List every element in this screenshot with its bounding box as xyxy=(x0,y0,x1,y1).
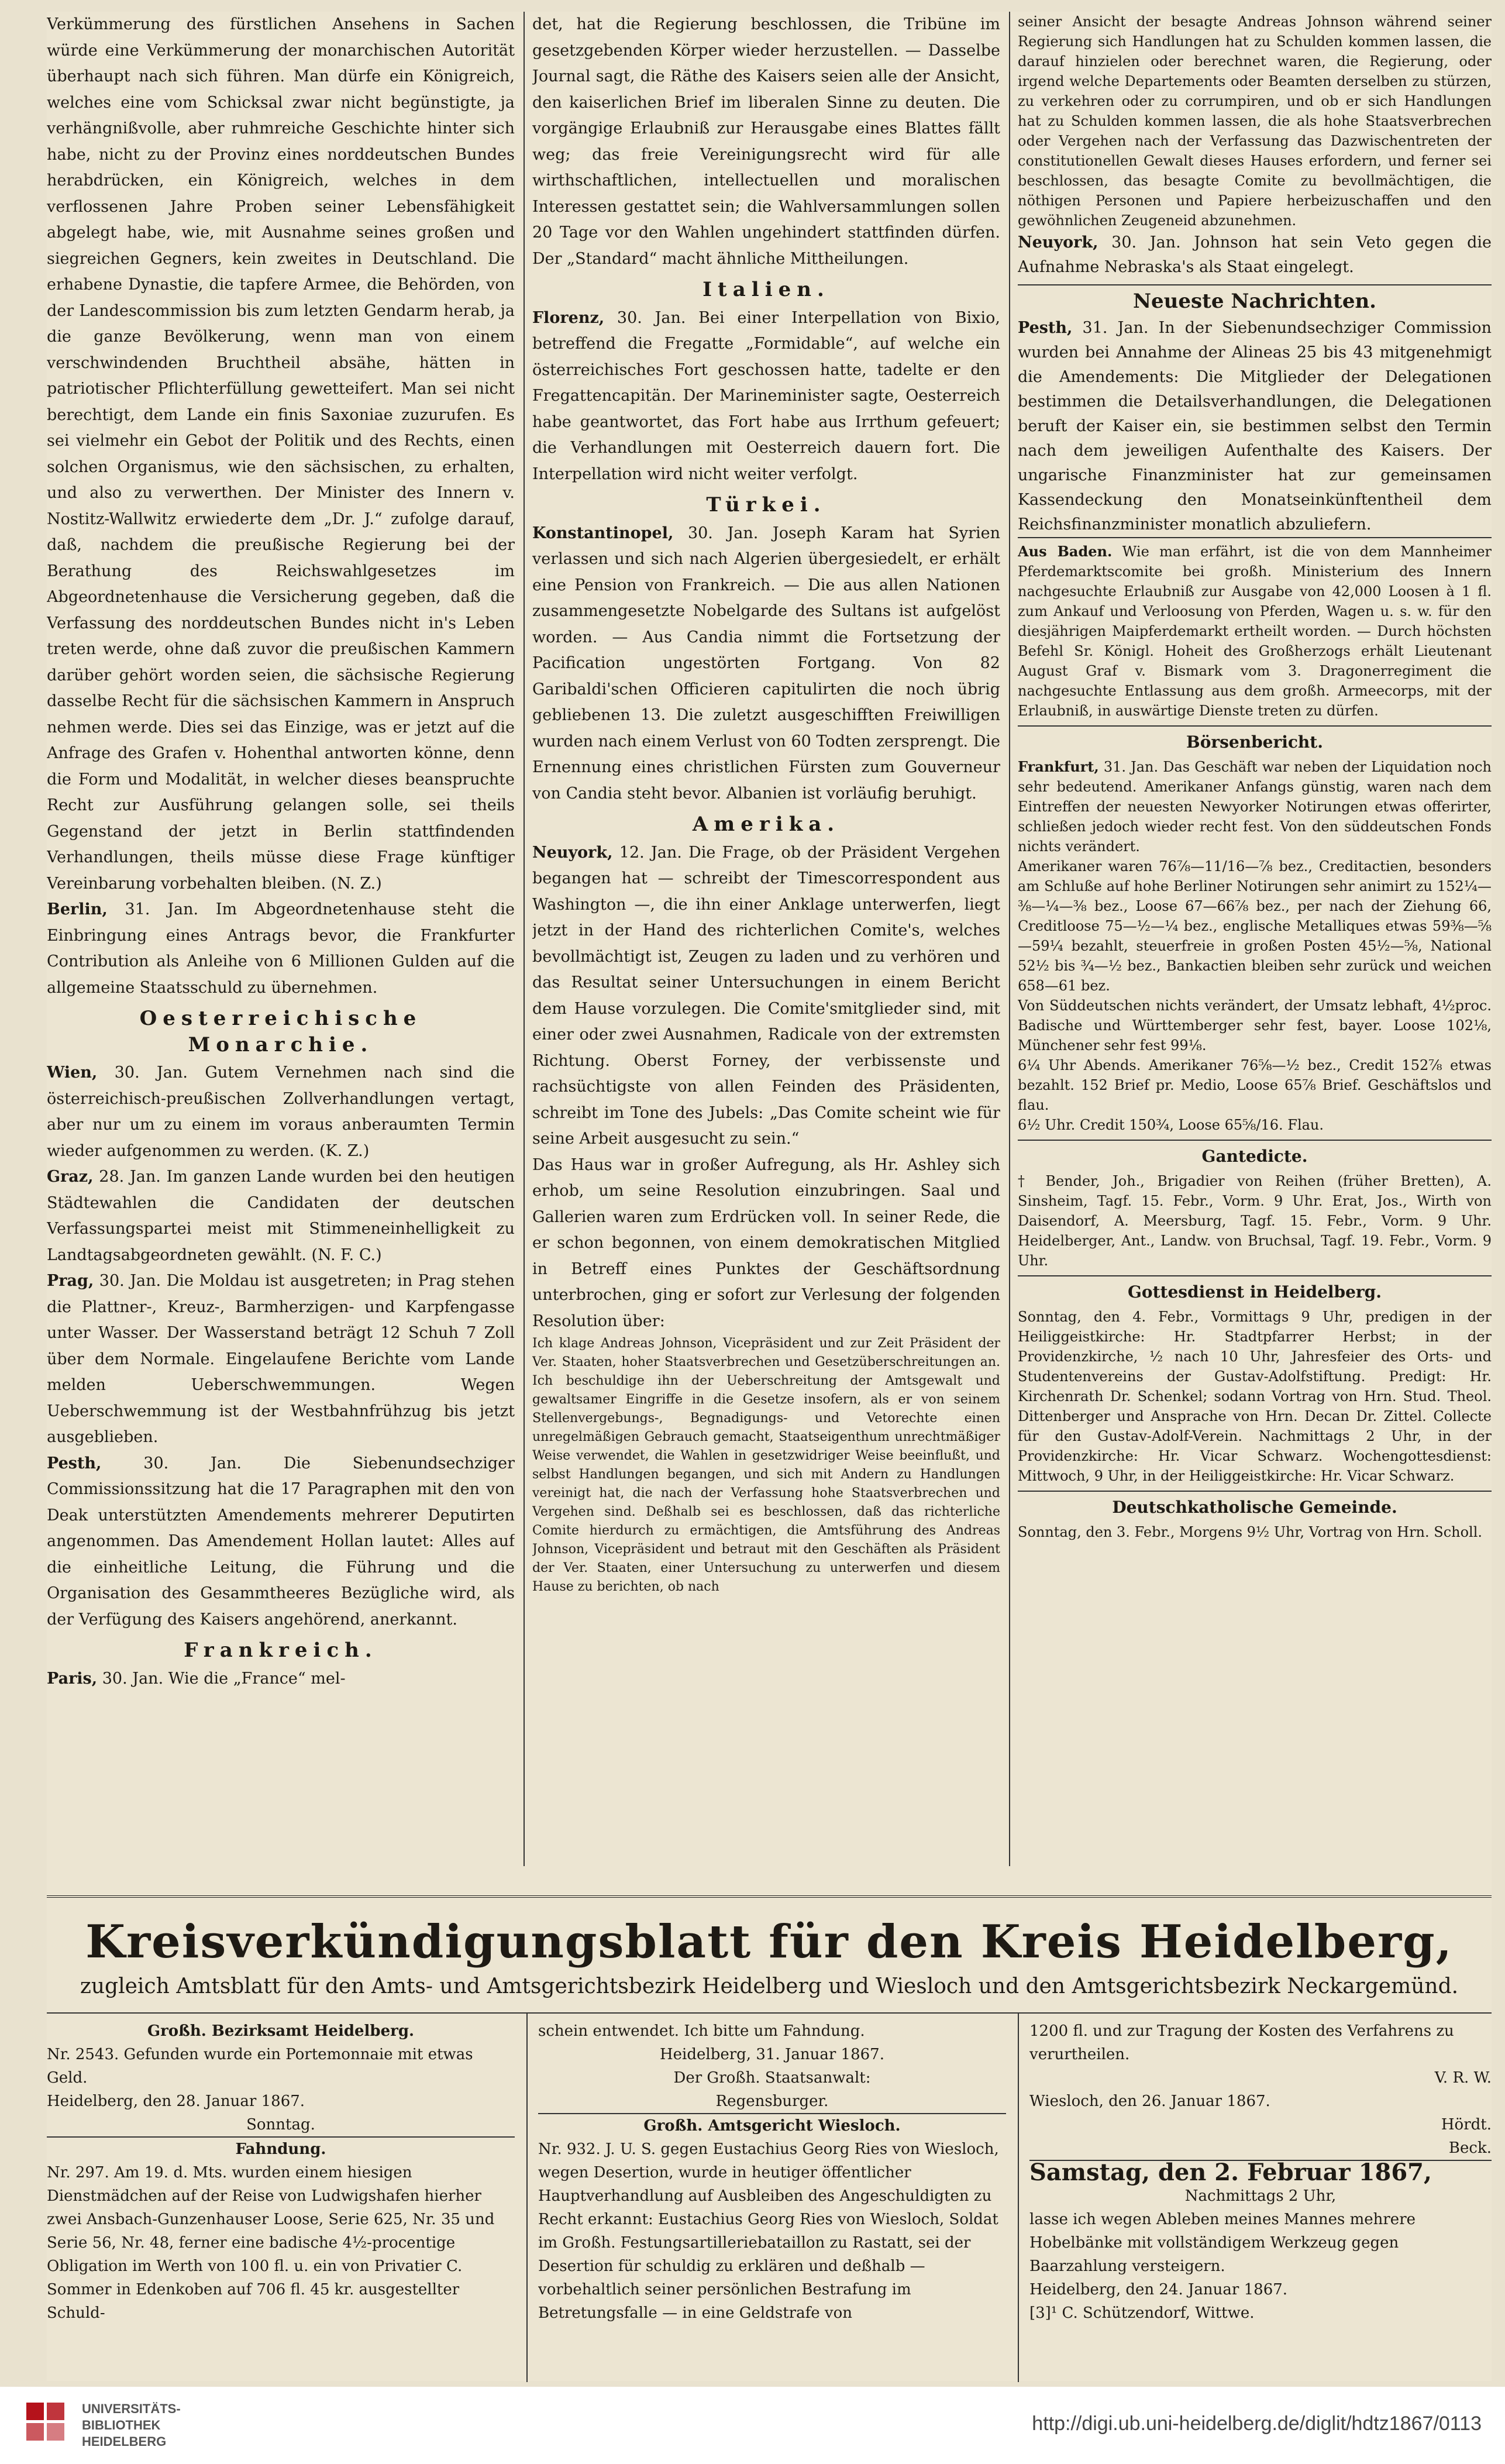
notice-signature-beck: Beck. xyxy=(1448,2139,1492,2157)
article-pesth-text: 30. Jan. Die Siebenundsechziger Commissionssitzung hat die 17 Paragraphen mit den von Deak unterstützten Amendements mehrerer Deputirten angenommen. Das Amendement Hollan lautet: Alles auf die einheitliche Leitung, die Führung und die Organisation des Gesammtheeres Bezügliche wird, als der Verfügung des Kaisers angehörend, anerkannt. xyxy=(47,1454,515,1629)
auction-date-heading: Samstag, den 2. Februar 1867, xyxy=(1029,2160,1492,2184)
notice-fine: 1200 fl. und zur Tragung der Kosten des Verfahrens zu verurtheilen. xyxy=(1029,2022,1454,2063)
article-wien-text: 30. Jan. Gutem Vernehmen nach sind die österreichisch-preußischen Zollverhandlungen vertagt, aber nur um zu einem im voraus anberaumten Termin wieder aufgenommen zu werden. (K. Z.) xyxy=(47,1064,515,1160)
article-frankfurt-text: 31. Jan. Das Geschäft war neben der Liquidation noch sehr bedeutend. Amerikaner Anfangs günstig, waren nach dem Eintreffen der neuesten Newyorker Notirungen etwas offerirter, schließen jedoch wieder recht fest. Von den süddeutschen Fonds nichts verändert. xyxy=(1018,759,1492,855)
newspaper-page xyxy=(47,12,1492,2381)
section-heading-gantedicte: Gantedicte. xyxy=(1018,1140,1492,1166)
auction-date: Heidelberg, den 24. Januar 1867. xyxy=(1029,2281,1288,2298)
section-heading-america: Amerika. xyxy=(692,813,841,836)
gazette-banner xyxy=(47,1895,1492,1998)
article-wien xyxy=(47,1060,515,1164)
article-gantedicte: † Bender, Joh., Brigadier von Reihen (früher Bretten), A. Sinsheim, Tagf. 15. Febr., Vorm. 9 Uhr. Erat, Jos., Wirth von Daisendorf, A. Meersburg, Tagf. 15. Febr., Vorm. 9 Uhr. Heidelberger, Ant., Landw. von Bruchsal, Tagf. 19. Febr., Vorm. 9 Uhr. xyxy=(1018,1173,1492,1269)
article-paris-text: 30. Jan. Wie die „France“ mel- xyxy=(97,1669,346,1688)
auction-text: lasse ich wegen Ableben meines Mannes mehrere Hobelbänke mit vollständigem Werkzeug gegen Baarzahlung versteigern. xyxy=(1029,2211,1416,2275)
article-neuyork xyxy=(532,840,1000,1152)
article-pesth xyxy=(47,1451,515,1633)
article-german-catholic: Sonntag, den 3. Febr., Morgens 9½ Uhr, Vortrag von Hrn. Scholl. xyxy=(1018,1524,1483,1540)
section-heading-church-services: Gottesdienst in Heidelberg. xyxy=(1018,1275,1492,1302)
notice-date: Heidelberg, den 28. Januar 1867. xyxy=(47,2093,305,2110)
library-name-line2: BIBLIOTHEK xyxy=(82,2418,161,2432)
article-konstantinopel-text: 30. Jan. Joseph Karam hat Syrien verlassen und sich nach Algerien übergesiedelt, er erhält eine Pension von Frankreich. — Die aus allen Nationen zusammengesetzte Nobelgarde des Sultans ist aufgelöst worden. — Aus Candia nimmt die Fortsetzung der Pacification ungestörten Fortgang. Von 82 Garibaldi'schen Officieren capitulirten die noch übrig gebliebenen 13. Die zuletzt ausgeschifften Freiwilligen wurden nach einem Verlust von 60 Todten zersprengt. Die Ernennung eines christlichen Fürsten zum Gouverneur von Candia steht bevor. Albanien ist vorläufig beruhigt. xyxy=(532,524,1000,803)
column-1 xyxy=(47,12,515,1866)
notice-heading-fahndung: Fahndung. xyxy=(47,2136,515,2161)
article-baden xyxy=(1018,537,1492,721)
column-3 xyxy=(1018,12,1492,1866)
library-name-line3: HEIDELBERG xyxy=(82,2434,167,2449)
dateline-paris: Paris, xyxy=(47,1669,98,1688)
section-heading-austria: Oesterreichische Monarchie. xyxy=(139,1007,422,1057)
article-frankfurt-2: Amerikaner waren 76⅞—11/16—⅞ bez., Creditactien, besonders am Schluße auf hohe Berliner Notirungen sehr animirt zu 152¼—⅜—¼—⅜ bez., Loose 67—66⅞ bez., per nach der Ziehung 66, Creditloose 75—½—¼ bez., englische Metalliques etwas 59⅜—⅝—59¼ bezahlt, steuerfreie in großen Posten 45½—⅝, National 52½ bis ¾—½ bez., Bankactien bleiben sehr zurück und weichen 658—61 bez. xyxy=(1018,858,1492,994)
dateline-berlin: Berlin, xyxy=(47,900,108,918)
section-heading-stock-report: Börsenbericht. xyxy=(1018,725,1492,752)
article-neuyork-veto xyxy=(1018,230,1492,280)
notices-column-1 xyxy=(47,2019,515,2376)
notice-lost-purse: Nr. 2543. Gefunden wurde ein Portemonnaie mit etwas Geld. xyxy=(47,2046,473,2087)
article-frankfurt-5: 6½ Uhr. Credit 150¾, Loose 65⅝/16. Flau. xyxy=(1018,1117,1324,1133)
notice-heading-bezirksamt: Großh. Bezirksamt Heidelberg. xyxy=(147,2022,415,2040)
article-paris-cont: det, hat die Regierung beschlossen, die Tribüne im gesetzgebenden Körper wieder herzustellen. — Dasselbe Journal sagt, die Räthe des Kaisers seien alle der Ansicht, den kaiserlichen Brief im liberalen Sinne zu deuten. Die vorgängige Erlaubniß zur Herausgabe eines Blattes fällt weg; das freie Vereinigungsrecht wird für alle wirthschaftlichen, intellectuellen und moralischen Interessen gestattet sein; die Wahlversammlungen sollen 20 Tage vor den Wahlen ungehindert stattfinden dürfen. Der „Standard“ macht ähnliche Mittheilungen. xyxy=(532,15,1000,268)
column-2 xyxy=(532,12,1000,1866)
notice-fahndung-text: Nr. 297. Am 19. d. Mts. wurden einem hiesigen Dienstmädchen auf der Reise von Ludwigshafen hierher zwei Ansbach-Gunzenhauser Loose, Serie 625, Nr. 35 und Serie 56, Nr. 48, ferner eine badische 4½-procentige Obligation im Werth von 100 fl. u. ein von Privatier C. Sommer in Edenkoben auf 706 fl. 45 kr. ausgestellter Schuld- xyxy=(47,2164,495,2322)
section-heading-italy: Italien. xyxy=(702,278,830,301)
section-heading-latest-news: Neueste Nachrichten. xyxy=(1018,284,1492,311)
notice-prosecutor-name: Regensburger. xyxy=(715,2093,829,2110)
notice-date-3: Wiesloch, den 26. Januar 1867. xyxy=(1029,2093,1270,2110)
dateline-prag: Prag, xyxy=(47,1272,94,1290)
dateline-neuyork-2: Neuyork, xyxy=(1018,233,1098,252)
column-divider xyxy=(526,2014,528,2382)
gazette-title: Kreisverkündigungsblatt für den Kreis Heidelberg, xyxy=(85,1915,1453,1969)
article-graz xyxy=(47,1164,515,1268)
university-library-logo-icon xyxy=(23,2400,76,2452)
article-frankfurt xyxy=(1018,757,1492,856)
notice-fahndung-cont: schein entwendet. Ich bitte um Fahndung. xyxy=(538,2022,865,2040)
notices-column-2 xyxy=(538,2019,1006,2376)
notice-desertion: Nr. 932. J. U. S. gegen Eustachius Georg Ries von Wiesloch, wegen Desertion, wurde in heutiger öffentlicher Hauptverhandlung auf Ausbleiben des Angeschuldigten zu Recht erkannt: Eustachius Georg Ries von Wiesloch, Soldat im Großh. Festungsartilleriebataillon zu Rastatt, sei der Desertion für schuldig zu erklären und deßhalb — vorbehaltlich seiner persönlichen Bestrafung im Betretungsfalle — in eine Geldstrafe von xyxy=(538,2140,999,2322)
article-frankfurt-3: Von Süddeutschen nichts verändert, der Umsatz lebhaft, 4½proc. Badische und Württemberger sehr fest, bayer. Loose 102⅛, Münchener sehr fest 99⅛. xyxy=(1018,997,1492,1054)
dateline-konstantinopel: Konstantinopel, xyxy=(532,524,674,542)
footer-bar xyxy=(0,2387,1505,2464)
notice-prosecutor: Der Großh. Staatsanwalt: xyxy=(673,2069,871,2087)
gazette-subtitle: zugleich Amtsblatt für den Amts- und Amtsgerichtsbezirk Heidelberg und Wiesloch und den Amtsgerichtsbezirk Neckargemünd. xyxy=(80,1974,1459,1998)
notice-signature-hoerdt: Hördt. xyxy=(1441,2116,1492,2133)
column-divider xyxy=(524,12,525,1866)
notices-column-3 xyxy=(1029,2019,1492,2376)
article-prag-text: 30. Jan. Die Moldau ist ausgetreten; in Prag stehen die Plattner-, Kreuz-, Barmherzigen- und Karpfengasse unter Wasser. Der Wasserstand beträgt 12 Schuh 7 Zoll über dem Normale. Eingelaufene Berichte vom Lande melden Ueberschwemmungen. Wegen Ueberschwemmung ist der Westbahnfrühzug bis jetzt ausgeblieben. xyxy=(47,1272,515,1446)
article-berlin xyxy=(47,897,515,1001)
digital-library-url[interactable]: http://digi.ub.uni-heidelberg.de/diglit/hdtz1867/0113 xyxy=(1032,2413,1482,2435)
article-baden-text: Wie man erfährt, ist die von dem Mannheimer Pferdemarktscomite bei großh. Ministerium des Innern nachgesuchte Erlaubniß zur Ausgabe von 42,000 Loosen à 1 fl. zum Ankauf und Verloosung von Pferden, Wagen u. s. w. für den diesjährigen Maipferdemarkt ertheilt worden. — Durch höchsten Befehl Sr. Königl. Hoheit des Großherzogs erhält Lieutenant August Graf v. Bismark vom 3. Dragonerregiment die nachgesuchte Entlassung aus dem großh. Armeecorps, mit der Erlaubniß, in auswärtige Dienste treten zu dürfen. xyxy=(1018,543,1492,719)
notice-initials: V. R. W. xyxy=(1434,2069,1492,2087)
auction-signature: [3]¹ C. Schützendorf, Wittwe. xyxy=(1029,2304,1255,2322)
article-berlin-text: 31. Jan. Im Abgeordnetenhause steht die Einbringung eines Antrags bevor, die Frankfurter Contribution als Anleihe von 6 Millionen Gulden auf die allgemeine Staatsschuld zu übernehmen. xyxy=(47,900,515,997)
article-neuyork-veto-text: 30. Jan. Johnson hat sein Veto gegen die Aufnahme Nebraska's als Staat eingelegt. xyxy=(1018,233,1492,276)
dateline-pesth-2: Pesth, xyxy=(1018,319,1073,337)
dateline-frankfurt: Frankfurt, xyxy=(1018,758,1099,775)
article-church-services: Sonntag, den 4. Febr., Vormittags 9 Uhr, predigen in der Heiliggeistkirche: Hr. Stadtpfarrer Herbst; in der Providenzkirche, ½ nach 10 Uhr, Jahresfeier des Orts- und Studentenvereins der Gustav-Adolfstiftung. Predigt: Hr. Kirchenrath Dr. Schenkel; sodann Vortrag von Hrn. Stud. Theol. Dittenberger und Ansprache von Hrn. Decan Dr. Zittel. Collecte für den Gustav-Adolf-Verein. Nachmittags 2 Uhr, in der Providenzkirche: Hr. Vicar Schwarz. Wochengottesdienst: Mittwoch, 9 Uhr, in der Heiliggeistkirche: Hr. Vicar Schwarz. xyxy=(1018,1309,1492,1484)
article-neuyork-resolution: Ich klage Andreas Johnson, Vicepräsident und zur Zeit Präsident der Ver. Staaten, hoher Staatsverbrechen und Gesetzüberschreitungen an. Ich beschuldige ihn der Ueberschreitung der Amtsgewalt und gewaltsamer Eingriffe in die Gesetze insofern, als er von seinem Stellenvergebungs-, Begnadigungs- und Vetorechte einen unregelmäßigen Gebrauch gemacht, Staatseigenthum unrechtmäßiger Weise verwendet, die Wahlen in gesetzwidriger Weise beeinflußt, und selbst Handlungen begangen, und sich mit Andern zu Handlungen vereinigt hat, die nach der Verfassung hohe Staatsverbrechen und Vergehen sind. Deßhalb sei es beschlossen, daß das richterliche Comite hierdurch zu ermächtigen, die Amtsführung des Andreas Johnson, Vicepräsident und betraut mit den Geschäften als Präsident der Ver. Staaten, einer Untersuchung zu unterwerfen und diesem Hause zu berichten, ob nach xyxy=(532,1336,1000,1594)
article-pesth-latest xyxy=(1018,316,1492,537)
library-name xyxy=(82,2401,181,2450)
article-florenz-text: 30. Jan. Bei einer Interpellation von Bixio, betreffend die Fregatte „Formidable“, auf welche ein österreichisches Fort geschossen hatte, tadelte er den Fregattencapitän. Der Marineminister sagte, Oesterreich habe geantwortet, das Fort habe aus Irrthum gefeuert; die Verhandlungen mit Oesterreich dauern fort. Die Interpellation wird nicht weiter verfolgt. xyxy=(532,308,1000,483)
dateline-baden: Aus Baden. xyxy=(1018,543,1113,560)
notice-heading-wiesloch: Großh. Amtsgericht Wiesloch. xyxy=(538,2113,1006,2138)
notice-signature: Sonntag. xyxy=(246,2116,315,2133)
section-heading-france: Frankreich. xyxy=(184,1639,378,1662)
section-heading-german-catholic: Deutschkatholische Gemeinde. xyxy=(1018,1491,1492,1517)
article-florenz xyxy=(532,305,1000,488)
article-saxony: Verkümmerung des fürstlichen Ansehens in Sachen würde eine Verkümmerung der monarchischen Autorität überhaupt nach sich führen. Man dürfe ein Königreich, welches eine vom Schicksal zwar nicht begünstigte, ja verhängnißvolle, aber ruhmreiche Geschichte hinter sich habe, nicht zu der Provinz eines norddeutschen Bundes herabdrücken, ein Königreich, welches in dem verflossenen Jahre Proben seiner Lebensfähigkeit abgelegt habe, wie, mit Ausnahme seines großen und siegreichen Gegners, kein zweites in Deutschland. Die erhabene Dynastie, die tapfere Armee, die Behörden, von der Landescommission bis zum letzten Gendarm herab, ja die ganze Bevölkerung, wenn man von einem verschwindenden Bruchtheil absähe, hätten in patriotischer Pflichterfüllung gewetteifert. Man sei nicht berechtigt, dem Lande ein finis Saxoniae zuzurufen. Es sei vielmehr ein Gebot der Politik und des Rechts, einen solchen Organismus, wie den sächsischen, zu erhalten, und also zu verwerthen. Der Minister des Innern v. Nostitz-Wallwitz erwiederte dem „Dr. J.“ zufolge darauf, daß, nachdem die preußische Regierung bei der Berathung des Reichswahlgesetzes im Abgeordnetenhause die Versicherung gegeben, daß die Verfassung des norddeutschen Bundes nicht in's Leben treten werde, ohne daß zuvor die preußischen Kammern darüber gehört worden seien, die sächsische Regierung dasselbe Recht für die sächsischen Kammern in Anspruch nehmen werde. Dies sei das Einzige, was er jetzt auf die Anfrage des Grafen v. Hohenthal antworten könne, denn die Form und Modalität, in welcher dieses beanspruchte Recht zur Ausführung gelangen solle, sei theils Gegenstand der jetzt in Berlin stattfindenden Verhandlungen, theils müsse diese Frage künftiger Vereinbarung vorbehalten bleiben. (N. Z.) xyxy=(47,15,515,893)
article-frankfurt-4: 6¼ Uhr Abends. Amerikaner 76⅝—½ bez., Credit 152⅞ etwas bezahlt. 152 Brief pr. Medio, Loose 65⅞ Brief. Geschäftslos und flau. xyxy=(1018,1057,1492,1113)
dateline-pesth: Pesth, xyxy=(47,1454,102,1472)
article-resolution-cont: seiner Ansicht der besagte Andreas Johnson während seiner Regierung sich Handlungen hat zu Schulden kommen lassen, die darauf hinzielen oder berechnet waren, die Regierung, oder irgend welche Departements oder Beamten derselben zu stürzen, zu verkehren oder zu corrumpiren, und ob er sich Handlungen hat zu Schulden kommen lassen, die als hohe Staatsverbrechen oder Vergehen nach der Verfassung das Dazwischentreten der constitutionellen Gewalt dieses Hauses erfordern, und ferner sei beschlossen, das besagte Comite zu bevollmächtigen, die nöthigen Personen und Papiere herbeizuschaffen und den gewöhnlichen Zeugeneid abzunehmen. xyxy=(1018,13,1492,229)
article-prag xyxy=(47,1268,515,1451)
article-graz-text: 28. Jan. Im ganzen Lande wurden bei den heutigen Städtewahlen die Candidaten der deutschen Verfassungspartei meist mit Stimmeneinhelligkeit zu Landtagsabgeordneten gewählt. (N. F. C.) xyxy=(47,1168,515,1264)
article-konstantinopel xyxy=(532,521,1000,807)
dateline-wien: Wien, xyxy=(47,1064,98,1082)
notices-section xyxy=(47,2012,1492,2382)
article-pesth-latest-text: 31. Jan. In der Siebenundsechziger Commission wurden bei Annahme der Alineas 25 bis 43 mitgenehmigt die Amendements: Die Mitglieder der Delegationen bestimmen die Detailsverhandlungen, die Delegationen beruft der Kaiser ein, sie bestimmen selbst den Termin nach dem jeweiligen Aufenthalte des Kaisers. Der ungarische Finanzminister hat zur gemeinsamen Kassendeckung den Monatseinkünftentheil dem Reichsfinanzminister monatlich abzuliefern. xyxy=(1018,319,1492,534)
article-neuyork-text: 12. Jan. Die Frage, ob der Präsident Vergehen begangen hat — schreibt der Timescorrespondent aus Washington —, die ihn einer Anklage unterwerfen, liegt jetzt in der Hand des richterlichen Comite's, welches bevollmächtigt ist, Zeugen zu laden und zu verhören und das Resultat seiner Untersuchungen in einem Bericht dem Hause vorzulegen. Die Comite'smitglieder sind, mit einer oder zwei Ausnahmen, Radicale von der extremsten Richtung. Oberst Forney, der verbissenste und rachsüchtigste von allen Feinden des Präsidenten, schreibt im Tone des Jubels: „Das Comite scheint wie für seine Arbeit ausgesucht zu sein.“ xyxy=(532,843,1000,1148)
column-divider xyxy=(1018,2014,1019,2382)
article-paris xyxy=(47,1666,515,1692)
dateline-graz: Graz, xyxy=(47,1168,94,1186)
auction-time: Nachmittags 2 Uhr, xyxy=(1184,2187,1337,2205)
notice-date-2: Heidelberg, 31. Januar 1867. xyxy=(659,2046,884,2063)
dateline-florenz: Florenz, xyxy=(532,308,605,327)
article-neuyork-2: Das Haus war in großer Aufregung, als Hr. Ashley sich erhob, um seine Resolution einzubringen. Saal und Gallerien waren zum Erdrücken voll. In seiner Rede, die er schon begonnen, von einem demokratischen Mitglied in Betreff eines Punktes der Geschäftsordnung unterbrochen, ging er sofort zur Verlesung der folgenden Resolution über: xyxy=(532,1155,1000,1330)
column-divider xyxy=(1009,12,1010,1866)
library-name-line1: UNIVERSITÄTS- xyxy=(82,2401,181,2416)
section-heading-turkey: Türkei. xyxy=(706,493,826,517)
dateline-neuyork: Neuyork, xyxy=(532,843,613,862)
